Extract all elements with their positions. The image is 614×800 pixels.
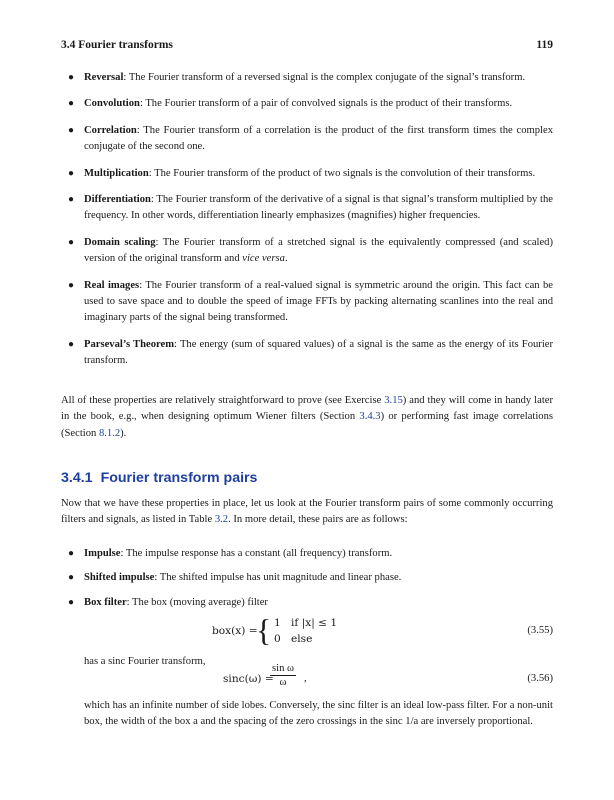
transform-pairs-list <box>61 546 553 611</box>
box-lhs: box(x) = <box>212 625 258 637</box>
header-section: 3.4 Fourier transforms <box>61 39 173 51</box>
section-number: 3.4.1 <box>61 470 93 486</box>
fourier-properties-list <box>61 70 553 370</box>
list-item: ● Parseval’s Theorem: The energy (sum of squared values) of a signal is the same as the energy of its Fourier transform. <box>68 338 553 367</box>
intro-paragraph: Now that we have these properties in place, let us look at the Fourier transform pairs of some commonly occurring filters and signals, as listed in Table 3.2. In more detail, these pairs are as follows: <box>61 498 553 526</box>
section-link[interactable]: 8.1.2 <box>98 427 121 439</box>
running-header <box>61 38 553 52</box>
section-link[interactable]: 3.4.3 <box>359 411 381 423</box>
section-heading <box>61 470 257 486</box>
list-item: ● Multiplication: The Fourier transform of the product of two signals is the convolution of their transforms. <box>68 167 536 179</box>
case-value: 0 <box>274 633 281 645</box>
sinc-lhs: sinc(ω) = <box>223 673 274 685</box>
list-item: ● Impulse: The impulse response has a constant (all frequency) transform. <box>68 548 393 559</box>
summary-paragraph: All of these properties are relatively straightforward to prove (see Exercise 3.15) and they will come in handy later in the book, e.g., when designing optimum Wiener filters (Section 3.4.3) or performing fast image correlations (Section 8.1.2). <box>61 395 553 439</box>
table-link[interactable]: 3.2 <box>214 514 229 526</box>
list-item: ● Differentiation: The Fourier transform of the derivative of a signal is that signal’s transform multiplied by the frequency. In other words, differentiation linearly emphasizes (magnifies) higher frequencies. <box>68 194 553 222</box>
fraction-numerator: sin ω <box>272 663 294 674</box>
equation-number: (3.56) <box>527 673 553 684</box>
equation-number: (3.55) <box>527 625 553 636</box>
page-number: 119 <box>536 39 553 51</box>
list-item: ● Reversal: The Fourier transform of a reversed signal is the complex conjugate of the signal’s transform. <box>68 72 526 83</box>
sinc-fraction <box>270 663 296 688</box>
case-condition: if |x| ≤ 1 <box>291 617 338 629</box>
list-item: ● Correlation: The Fourier transform of a correlation is the product of the first transform times the complex conjugate of the second one. <box>68 124 553 153</box>
list-item: ● Convolution: The Fourier transform of a pair of convolved signals is the product of their transforms. <box>68 98 513 110</box>
list-item: ● Domain scaling: The Fourier transform of a stretched signal is the equivalently compressed (and scaled) version of the original transform and vice versa. <box>68 236 554 265</box>
trailing-comma: , <box>304 673 307 684</box>
list-item: ● Real images: The Fourier transform of a real-valued signal is symmetric around the origin. This fact can be used to save space and to double the speed of image FFTs by packing alternating scanlines into the real and imaginary parts of the signal being transformed. <box>68 279 553 324</box>
list-item: ● Shifted impulse: The shifted impulse has unit magnitude and linear phase. <box>68 572 402 584</box>
left-brace: { <box>256 612 272 648</box>
section-title-text: Fourier transform pairs <box>100 470 258 486</box>
sinc-intro: has a sinc Fourier transform, <box>84 656 206 667</box>
list-item: ● Box filter: The box (moving average) filter <box>68 596 268 608</box>
fraction-denominator: ω <box>279 677 287 688</box>
equation-3-56 <box>84 664 553 694</box>
case-value: 1 <box>274 617 281 629</box>
exercise-link[interactable]: 3.15 <box>384 395 403 406</box>
closing-paragraph: which has an infinite number of side lobes. Conversely, the sinc filter is an ideal low-pass filter. For a non-unit box, the width of the box a and the spacing of the zero crossings in the sinc 1/a are inversely proportional. <box>84 700 553 728</box>
case-condition: else <box>291 633 313 645</box>
equation-3-55 <box>84 614 553 652</box>
